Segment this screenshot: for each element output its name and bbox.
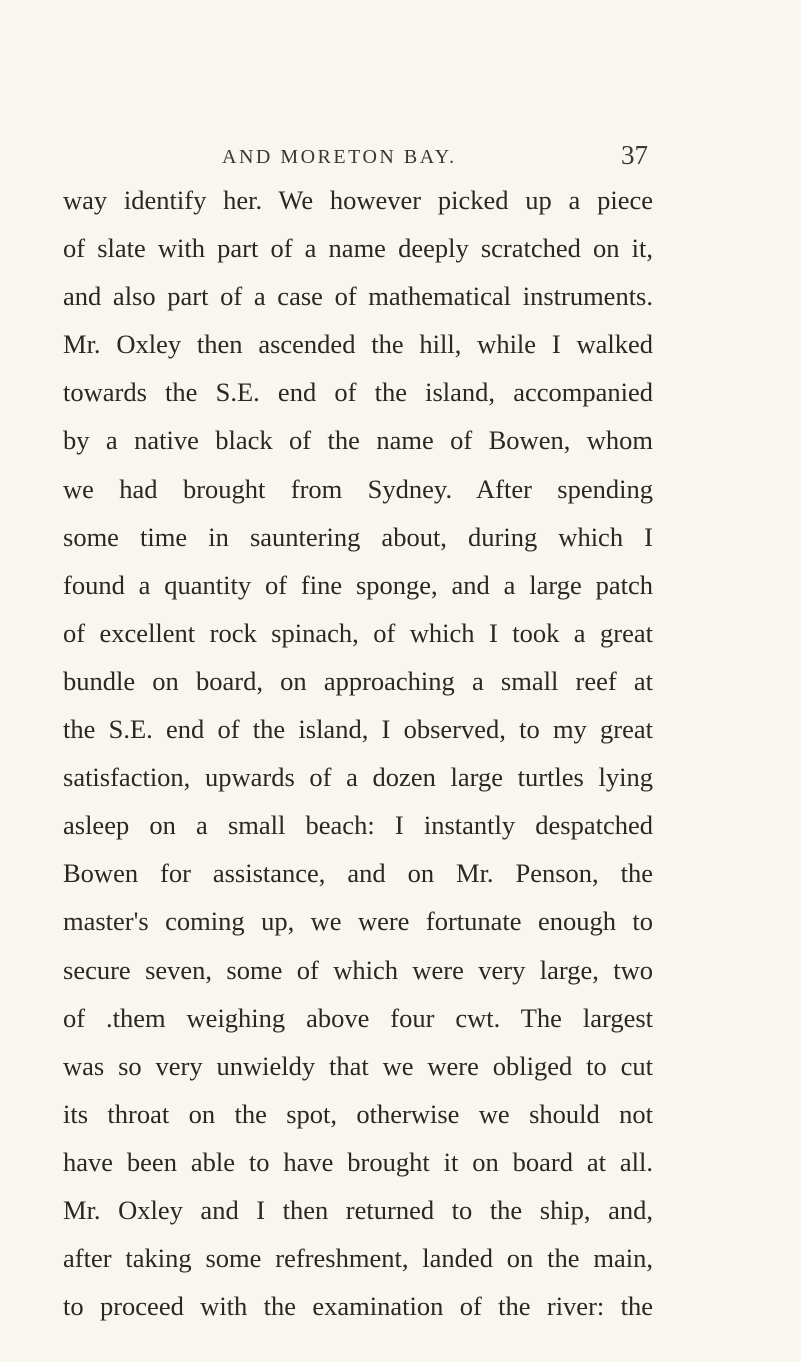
text-line: bundle on board, on approaching a small reef at (63, 665, 653, 696)
text-line: Mr. Oxley and I then returned to the ship, and, (63, 1194, 653, 1225)
text-line: way identify her. We however picked up a piece (63, 185, 653, 215)
running-head: AND MORETON BAY. (222, 146, 457, 168)
text-line: towards the S.E. end of the island, accompanied (63, 377, 653, 408)
page-number: 37 (621, 140, 648, 170)
text-line: to proceed with the examination of the river: the (63, 1291, 653, 1322)
text-line: master's coming up, we were fortunate enough to (63, 906, 653, 937)
text-line: have been able to have brought it on board at all. (63, 1146, 653, 1177)
text-line: and also part of a case of mathematical instruments. (63, 281, 653, 312)
text-line: of slate with part of a name deeply scratched on it, (63, 233, 653, 264)
text-line: Bowen for assistance, and on Mr. Penson, the (63, 858, 653, 889)
text-line: satisfaction, upwards of a dozen large turtles lying (63, 762, 653, 793)
text-line: we had brought from Sydney. After spending (63, 473, 653, 504)
text-line: was so very unwieldy that we were obliged to cut (63, 1050, 653, 1081)
text-line: by a native black of the name of Bowen, whom (63, 425, 653, 456)
text-line: asleep on a small beach: I instantly despatched (63, 810, 653, 841)
text-line: after taking some refreshment, landed on the main, (63, 1243, 653, 1274)
text-line: of .them weighing above four cwt. The largest (63, 1002, 653, 1033)
text-line: some time in sauntering about, during which I (63, 521, 653, 552)
text-line: its throat on the spot, otherwise we should not (63, 1098, 653, 1129)
text-line: of excellent rock spinach, of which I took a great (63, 617, 653, 648)
text-line: Mr. Oxley then ascended the hill, while I walked (63, 329, 653, 360)
text-line: the S.E. end of the island, I observed, to my great (63, 714, 653, 745)
text-line: secure seven, some of which were very large, two (63, 954, 653, 985)
text-line: found a quantity of fine sponge, and a large patch (63, 569, 653, 600)
body-text (63, 176, 653, 1330)
